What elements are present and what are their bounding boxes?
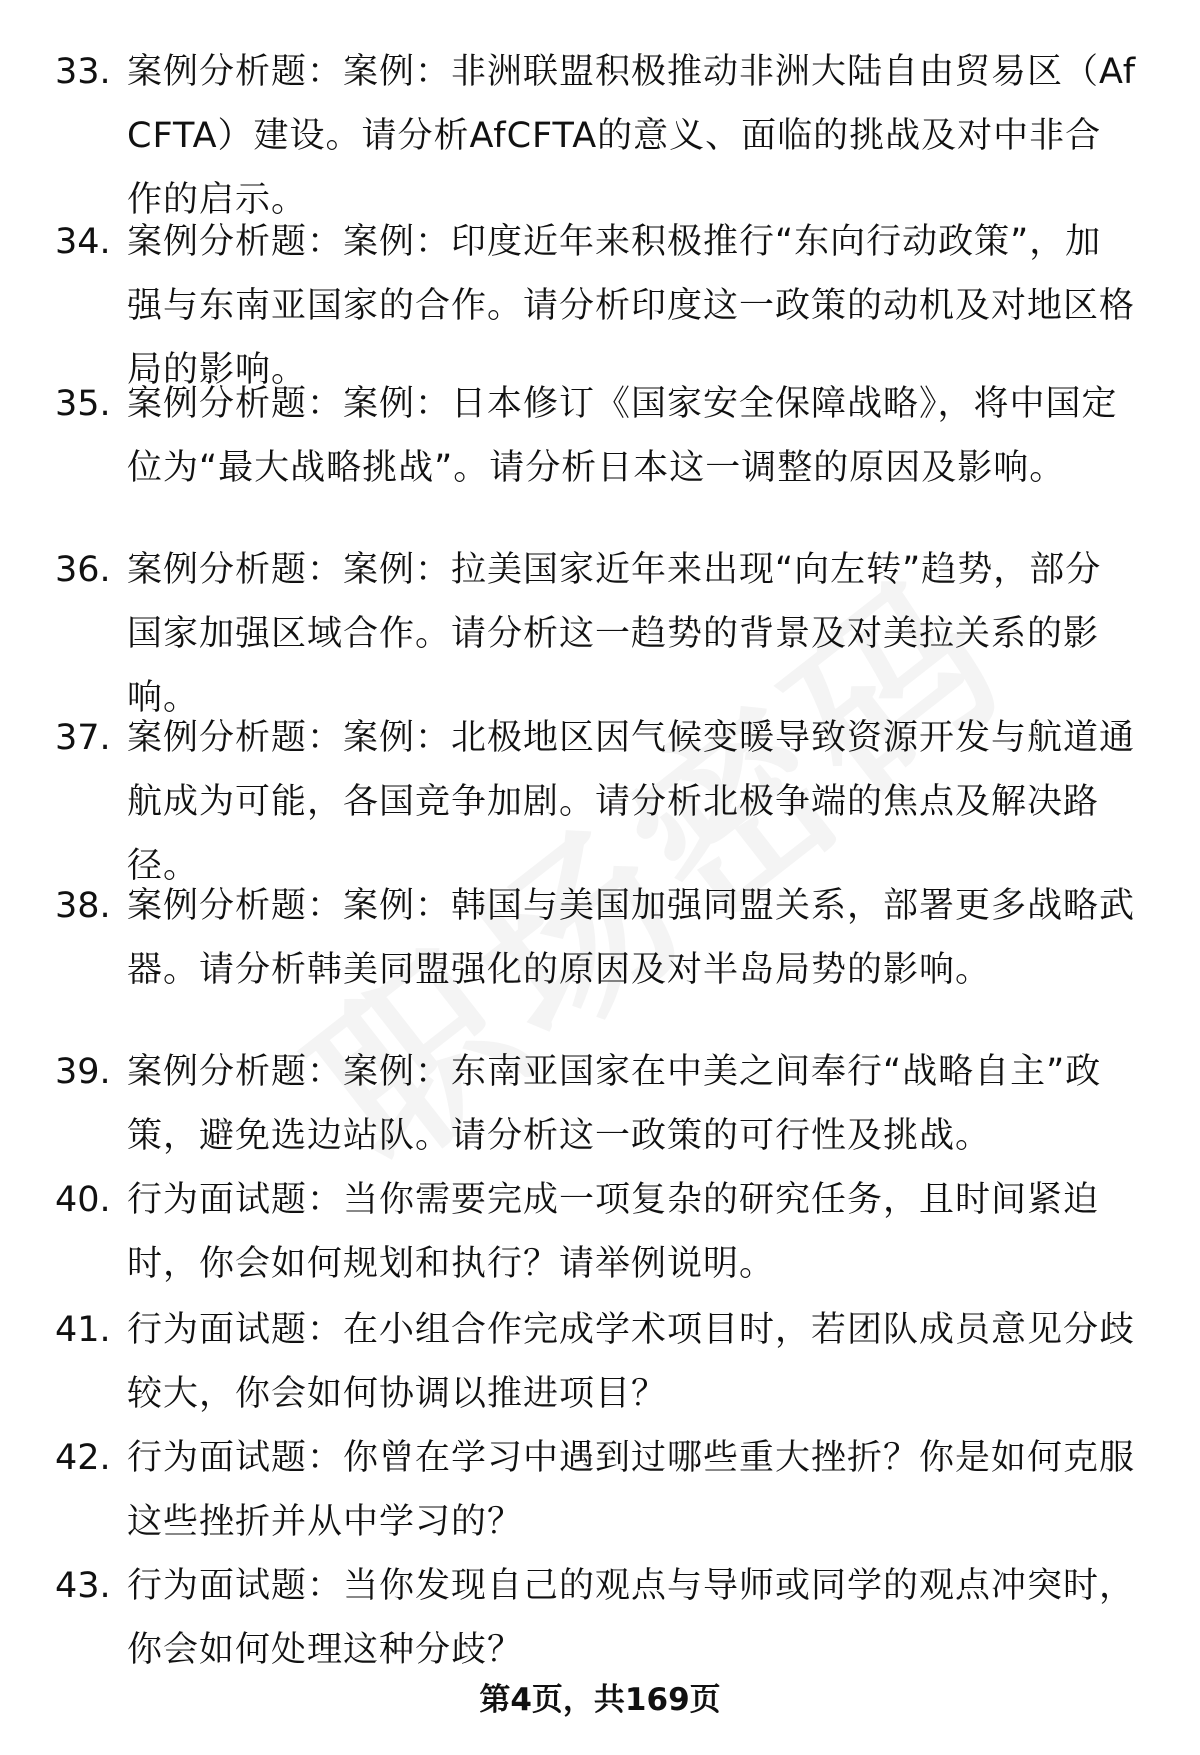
question-number: 43. [55,1566,111,1606]
question-text: 行为面试题：你曾在学习中遇到过哪些重大挫折？你是如何克服这些挫折并从中学习的？ [127,1438,1136,1542]
question-number: 37. [55,718,111,758]
question-number: 42. [55,1438,111,1478]
question-number: 41. [55,1310,111,1350]
question-text: 行为面试题：当你发现自己的观点与导师或同学的观点冲突时，你会如何处理这种分歧？ [127,1566,1136,1670]
question-number: 38. [55,886,111,926]
question-text: 行为面试题：在小组合作完成学术项目时，若团队成员意见分歧较大，你会如何协调以推进项目？ [127,1310,1136,1414]
question-number: 35. [55,384,111,424]
question-text: 案例分析题：案例：非洲联盟积极推动非洲大陆自由贸易区（AfCFTA）建设。请分析AfCFTA的意义、面临的挑战及对中非合作的启示。 [127,52,1137,220]
question-text: 案例分析题：案例：印度近年来积极推行“东向行动政策”，加强与东南亚国家的合作。请分析印度这一政策的动机及对地区格局的影响。 [127,222,1136,390]
question-number: 34. [55,222,111,262]
question-text: 案例分析题：案例：韩国与美国加强同盟关系，部署更多战略武器。请分析韩美同盟强化的原因及对半岛局势的影响。 [127,886,1136,990]
question-text: 行为面试题：当你需要完成一项复杂的研究任务，且时间紧迫时，你会如何规划和执行？请举例说明。 [127,1180,1100,1284]
question-text: 案例分析题：案例：日本修订《国家安全保障战略》，将中国定位为“最大战略挑战”。请分析日本这一调整的原因及影响。 [127,384,1118,488]
question-text: 案例分析题：案例：东南亚国家在中美之间奉行“战略自主”政策，避免选边站队。请分析这一政策的可行性及挑战。 [127,1052,1102,1156]
question-text: 案例分析题：案例：拉美国家近年来出现“向左转”趋势，部分国家加强区域合作。请分析这一趋势的背景及对美拉关系的影响。 [127,550,1102,718]
question-number: 40. [55,1180,111,1220]
question-number: 39. [55,1052,111,1092]
question-number: 33. [55,52,111,92]
question-text: 案例分析题：案例：北极地区因气候变暖导致资源开发与航道通航成为可能，各国竞争加剧。请分析北极争端的焦点及解决路径。 [127,718,1136,886]
page-number-footer: 第4页，共169页 [479,1682,721,1718]
question-number: 36. [55,550,111,590]
